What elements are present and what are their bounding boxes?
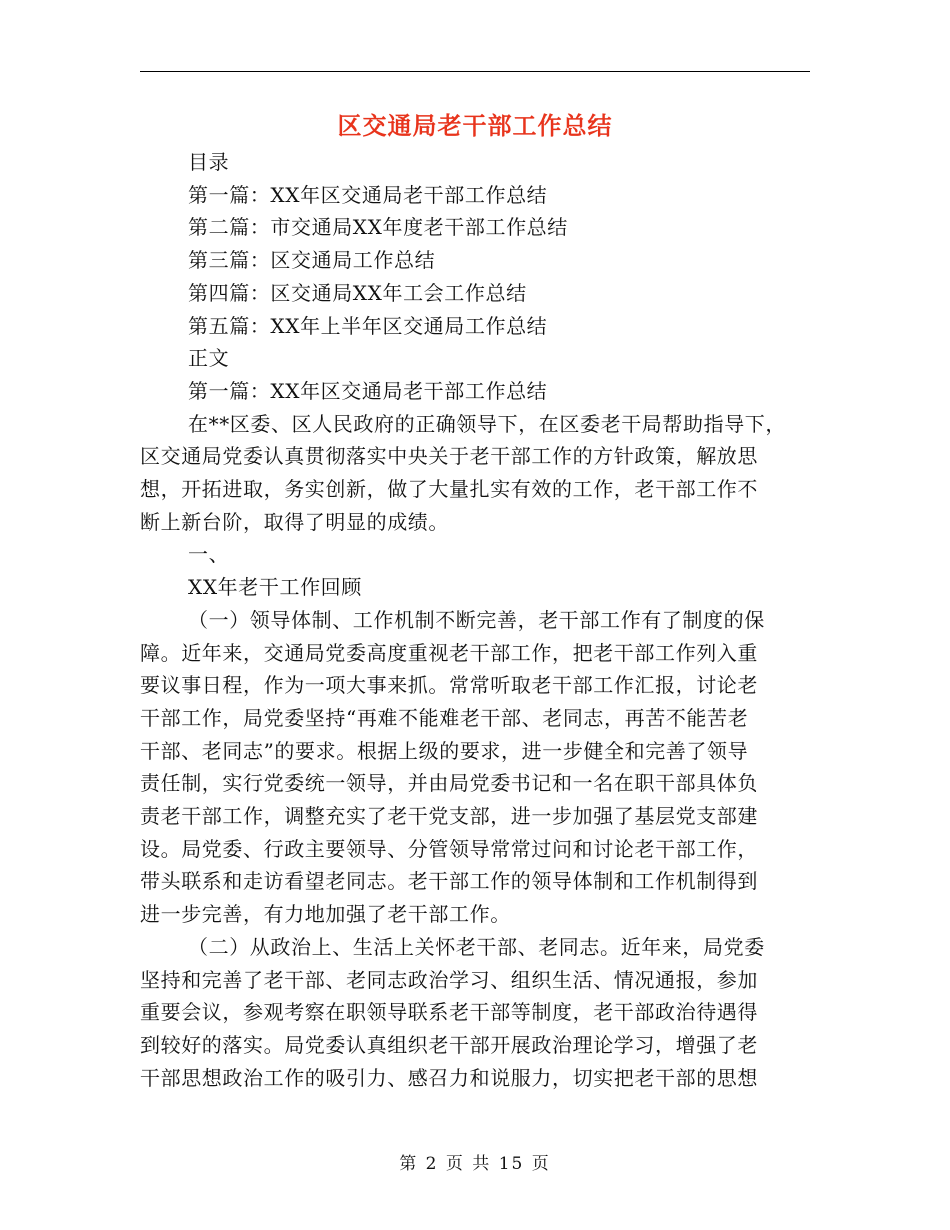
- document-body: [140, 146, 810, 1094]
- paragraph-line: 带头联系和走访看望老同志。老干部工作的领导体制和工作机制得到: [140, 869, 758, 894]
- paragraph-line: 断上新台阶，取得了明显的成绩。: [140, 509, 449, 534]
- paragraph-line: 责老干部工作，调整充实了老干党支部，进一步加强了基层党支部建: [140, 804, 758, 829]
- page-number-footer: 第 2 页 共 15 页: [399, 1154, 551, 1174]
- section-title: XX年老干工作回顾: [188, 575, 362, 600]
- paragraph-line: 干部工作，局党委坚持“再难不能难老干部、老同志，再苦不能苦老: [140, 705, 749, 730]
- toc-item: 第一篇：XX年区交通局老干部工作总结: [188, 182, 548, 207]
- paragraph-line: 责任制，实行党委统一领导，并由局党委书记和一名在职干部具体负: [140, 771, 758, 796]
- paragraph-line: 在**区委、区人民政府的正确领导下，在区委老干局帮助指导下，: [188, 411, 786, 436]
- paragraph-line: 进一步完善，有力地加强了老干部工作。: [140, 902, 511, 927]
- paragraph-line: 坚持和完善了老干部、老同志政治学习、组织生活、情况通报，参加: [140, 967, 758, 992]
- paragraph-line: 障。近年来，交通局党委高度重视老干部工作，把老干部工作列入重: [140, 640, 758, 665]
- header-rule: [140, 71, 810, 72]
- paragraph-line: （一）领导体制、工作机制不断完善，老干部工作有了制度的保: [188, 607, 765, 632]
- paragraph-line: 到较好的落实。局党委认真组织老干部开展政治理论学习，增强了老: [140, 1032, 758, 1057]
- paragraph-line: （二）从政治上、生活上关怀老干部、老同志。近年来，局党委: [188, 934, 765, 959]
- paragraph-line: 干部思想政治工作的吸引力、感召力和说服力，切实把老干部的思想: [140, 1065, 758, 1090]
- paragraph-line: 要议事日程，作为一项大事来抓。常常听取老干部工作汇报，讨论老: [140, 673, 758, 698]
- article-title: 第一篇：XX年区交通局老干部工作总结: [188, 378, 548, 403]
- paragraph-line: 干部、老同志”的要求。根据上级的要求，进一步健全和完善了领导: [140, 738, 749, 763]
- toc-heading: 目录: [188, 150, 230, 174]
- body-heading: 正文: [188, 346, 230, 371]
- document-title: 区交通局老干部工作总结: [337, 112, 613, 140]
- paragraph-line: 区交通局党委认真贯彻落实中央关于老干部工作的方针政策，解放思: [140, 444, 758, 469]
- toc-item: 第五篇：XX年上半年区交通局工作总结: [188, 313, 548, 338]
- paragraph-line: 设。局党委、行政主要领导、分管领导常常过问和讨论老干部工作，: [140, 836, 758, 861]
- toc-item: 第二篇：市交通局XX年度老干部工作总结: [188, 215, 568, 240]
- toc-item: 第三篇：区交通局工作总结: [188, 248, 436, 273]
- section-number: 一、: [188, 542, 230, 567]
- paragraph-line: 想，开拓进取，务实创新，做了大量扎实有效的工作，老干部工作不: [140, 477, 758, 502]
- toc-item: 第四篇：区交通局XX年工会工作总结: [188, 280, 527, 305]
- paragraph-line: 重要会议，参观考察在职领导联系老干部等制度，老干部政治待遇得: [140, 1000, 758, 1025]
